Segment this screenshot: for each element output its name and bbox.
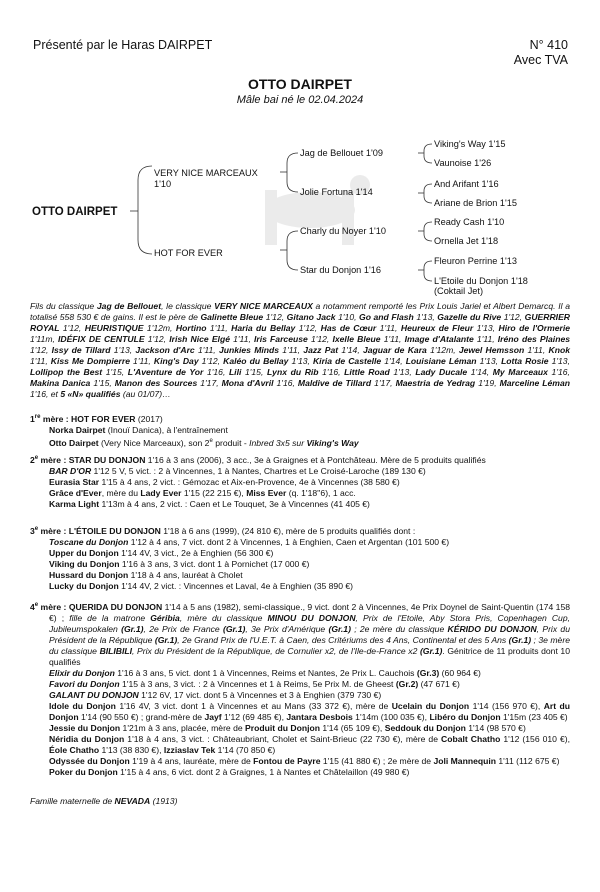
first-dam-produce-1: Norka Dairpet (Inouï Danica), à l'entraînement	[49, 424, 228, 435]
fourth-dam-produce-4: Idole du Donjon 1'16 4V, 3 vict. dont 1 à Vincennes et au Mans (33 372 €), mère de Ucelain du Donjon 1'14 (156 970 €), Art du Donjon 1'14 (90 550 €) ; grand-mère de Jayf 1'12 (69 485 €), Jantara Desbois 1'14m (100 035 €), Libéro du Donjon 1'15m (23 405 €)	[49, 700, 571, 722]
pedigree-dam: HOT FOR EVER	[154, 248, 223, 258]
fourth-dam-section	[30, 600, 570, 778]
third-dam-produce-3: Viking du Donjon 1'16 à 3 ans, 3 vict. dont 1 à Pornichet (17 000 €)	[49, 558, 310, 569]
second-dam-section	[30, 453, 570, 510]
pedigree-ggp-5: Ready Cash 1'10	[434, 217, 505, 227]
second-dam-produce-2: Eurasia Star 1'15 à 4 ans, 2 vict. : Gémozac et Aix-en-Provence, 4e à Vincennes (38 580 €)	[49, 476, 400, 487]
vat-label: Avec TVA	[513, 53, 568, 67]
pedigree-gsire-2: Charly du Noyer 1'10	[300, 226, 387, 236]
third-dam-produce-2: Upper du Donjon 1'14 4V, 3 vict., 2e à Enghien (56 300 €)	[49, 547, 274, 558]
maternal-family-note: Famille maternelle de NEVADA (1913)	[30, 796, 178, 806]
pedigree-ggp-2: Vaunoise 1'26	[434, 158, 492, 168]
second-dam-title: 2e mère : STAR DU DONJON 1'16 à 3 ans (2006), 3 acc., 3e à Graignes et à Pontchâteau. Mère de 5 produits qualifiés	[30, 454, 486, 465]
presenter-text: Présenté par le Haras DAIRPET	[33, 38, 213, 52]
first-dam-section	[30, 412, 570, 449]
fourth-dam-produce-8: Poker du Donjon 1'15 à 4 ans, 6 vict. dont 2 à Graignes, 1 à Nantes et Châtelaillon (49 980 €)	[49, 766, 410, 777]
fourth-dam-produce-2: Favori du Donjon 1'15 à 3 ans, 3 vict. : 2 à Vincennes et 1 à Reims, 5e Prix M. de Gheest (Gr.2) (47 671 €)	[49, 678, 460, 689]
first-dam-produce-2: Otto Dairpet (Very Nice Marceaux), son 2e produit - Inbred 3x5 sur Viking's Way	[49, 437, 359, 448]
horse-subtitle: Mâle bai né le 02.04.2024	[236, 94, 364, 106]
third-dam-title: 3e mère : L'ÉTOILE DU DONJON 1'18 à 6 ans (1999), (24 810 €), mère de 5 produits qualifiés dont :	[30, 525, 416, 536]
pedigree-sire: VERY NICE MARCEAUX	[154, 168, 258, 178]
pedigree-ggp-1: Viking's Way 1'15	[434, 139, 506, 149]
second-dam-produce-3: Grâce d'Ever, mère du Lady Ever 1'15 (22 215 €), Miss Ever (q. 1'18''6), 1 acc.	[49, 487, 356, 498]
pedigree-gsire-1: Jag de Bellouet 1'09	[300, 148, 383, 158]
fourth-dam-title: 4e mère : QUERIDA DU DONJON 1'14 à 5 ans (1982), semi-classique., 9 vict. dont 2 à Vincennes, 4e Prix Doynel de Saint-Quentin (174 158 €) ; fille de la matrone Géribia, mère du classique MINOU DU DONJON, Prix de l'Etoile, Aby Stora Pris, Copenhagen Cup, Jubileumspokalen (Gr.1), 2e Prix de France (Gr.1), 3e Prix d'Amérique (Gr.1) ; 2e mère du classique KÉRIDO DU DONJON, Prix du Président de la République (Gr.1), 2e Grand Prix de l'U.E.T. à Caen, des Critériums des 4 Ans, Continental et des 5 Ans (Gr.1) ; 3e mère du classique BILIBILI, Prix du Président de la République, de Cornulier x2, de l'Ile-de-France x2 (Gr.1). Génitrice de 11 produits dont 10 qualifiés	[30, 601, 571, 667]
first-dam-title: 1re mère : HOT FOR EVER (2017)	[30, 413, 163, 424]
pedigree-ggp-6: Ornella Jet 1'18	[434, 236, 499, 246]
third-dam-section	[30, 524, 570, 592]
second-dam-produce-4: Karma Light 1'13m à 4 ans, 2 vict. : Caen et Le Touquet, 3e à Vincennes (41 405 €)	[49, 498, 370, 509]
fourth-dam-produce-3: GALANT DU DONJON 1'12 6V, 17 vict. dont 5 à Vincennes et 3 à Enghien (379 730 €)	[49, 689, 382, 700]
lot-number: N° 410	[529, 38, 568, 52]
third-dam-produce-5: Lucky du Donjon 1'14 4V, 2 vict. : Vincennes et Laval, 4e à Enghien (35 890 €)	[49, 580, 354, 591]
pedigree-ggp-8-sire: (Coktail Jet)	[434, 286, 484, 296]
horse-title: OTTO DAIRPET	[248, 76, 352, 92]
pedigree-subject: OTTO DAIRPET	[32, 206, 118, 218]
sire-description: Fils du classique Jag de Bellouet, le classique VERY NICE MARCEAUX a notamment remporté les Prix Louis Jariel et Albert Demarcq. Il a totalisé 558 530 € de gains. Il est le père de Galinette Bleue 1'12, Gitano Jack 1'10, Go and Flash 1'13, Gazelle du Rive 1'12, GUERRIER ROYAL 1'12, HEURISTIQUE 1'12m, Hortino 1'11, Haria du Bellay 1'12, Has de Cœur 1'11, Heureux de Fleur 1'13, Hiro de l'Ormerie 1'11m, IDÉFIX DE CENTULE 1'12, Irish Nice Elgé 1'11, Iris Farceuse 1'12, Ixelle Bleue 1'11, Image d'Atalante 1'11, Iréno des Plaines 1'12, Issy de Tillard 1'13, Jackson d'Arc 1'11, Junkies Minds 1'11, Jazz Pat 1'14, Jaguar de Kara 1'12m, Jewel Hemsson 1'11, Knok 1'11, Kiss Me Dompierre 1'11, King's Day 1'12, Kaléo du Bellay 1'13, Kiria de Castelle 1'14, Louisiane Léman 1'13, Lotta Rosie 1'13, Lollipop the Best 1'15, L'Aventure de Yor 1'16, Lili 1'15, Lynx du Rib 1'16, Little Road 1'13, Lady Ducale 1'14, My Marceaux 1'16, Makina Danica 1'15, Manon des Sources 1'17, Mona d'Avril 1'16, Maldive de Tillard 1'17, Maestria de Yedrag 1'19, Marceline Léman 1'16, et 5 «N» qualifiés (au 01/07)…	[30, 301, 571, 399]
pedigree-gdam-1: Jolie Fortuna 1'14	[300, 187, 373, 197]
pedigree-ggp-4: Ariane de Brion 1'15	[434, 198, 517, 208]
third-dam-produce-4: Hussard du Donjon 1'18 à 4 ans, lauréat à Cholet	[49, 569, 243, 580]
fourth-dam-produce-6: Néridia du Donjon 1'18 à 4 ans, 3 vict. : Châteaubriant, Cholet et Saint-Brieuc (22 730 €), mère de Cobalt Chatho 1'12 (156 010 €), Éole Chatho 1'13 (38 830 €), Izziaslav Tek 1'14 (70 850 €)	[49, 733, 571, 755]
third-dam-produce-1: Toscane du Donjon 1'12 à 4 ans, 7 vict. dont 2 à Vincennes, 1 à Enghien, Caen et Argentan (101 500 €)	[49, 536, 450, 547]
fourth-dam-produce-1: Elixir du Donjon 1'16 à 3 ans, 5 vict. dont 1 à Vincennes, Reims et Nantes, 2e Prix L. Cauchois (Gr.3) (60 964 €)	[49, 667, 481, 678]
second-dam-produce-1: BAR D'OR 1'12 5 V, 5 vict. : 2 à Vincennes, 1 à Nantes, Chartres et Le Croisé-Laroche (189 130 €)	[49, 465, 426, 476]
pedigree-sire-year: 1'10	[154, 179, 172, 189]
pedigree-ggp-3: And Arifant 1'16	[434, 179, 499, 189]
pedigree-ggp-8: L'Etoile du Donjon 1'18	[434, 276, 528, 286]
pedigree-ggp-7: Fleuron Perrine 1'13	[434, 256, 517, 266]
fourth-dam-produce-7: Odyssée du Donjon 1'19 à 4 ans, lauréate, mère de Fontou de Payre 1'15 (41 880 €) ; 2e mère de Joli Mannequin 1'11 (112 675 €)	[49, 755, 560, 766]
fourth-dam-produce-5: Jessie du Donjon 1'21m à 3 ans, placée, mère de Produit du Donjon 1'14 (65 109 €), Seddouk du Donjon 1'14 (98 570 €)	[49, 722, 526, 733]
pedigree-gdam-2: Star du Donjon 1'16	[300, 265, 381, 275]
